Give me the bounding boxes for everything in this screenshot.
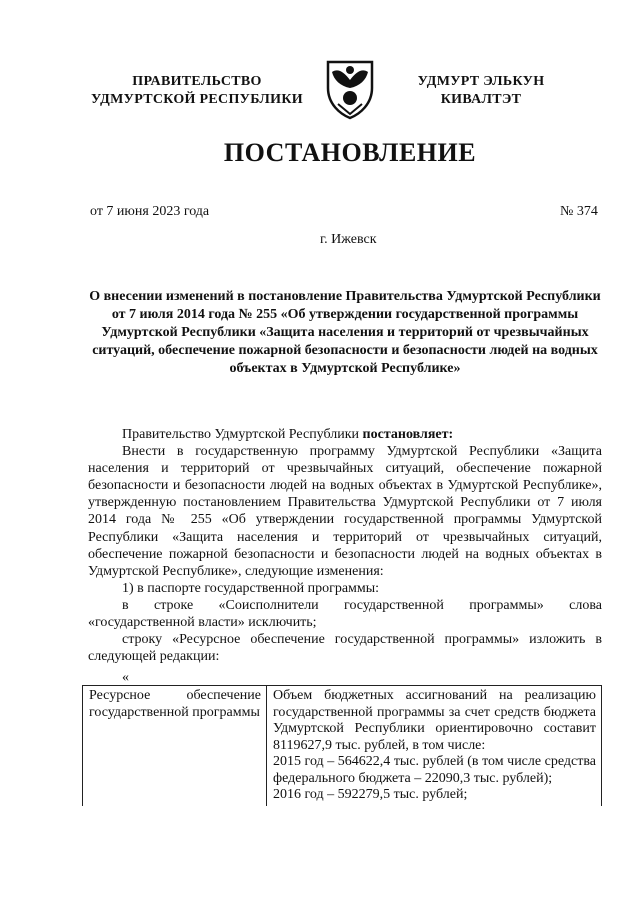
resource-table bbox=[82, 685, 602, 806]
header-right-line1: УДМУРТ ЭЛЬКУН bbox=[417, 74, 545, 89]
document-date: от 7 июня 2023 года bbox=[90, 204, 210, 219]
paragraph-resolution-bold: постановляет: bbox=[362, 427, 454, 442]
table-row bbox=[83, 686, 602, 806]
table-line-1: Объем бюджетных ассигнований на реализацию государственной программы за счет средств бюджета Удмуртской Республики ориентировочно составит 8119627,9 тыс. рублей, в том числе: bbox=[273, 688, 596, 753]
table-label-text: Ресурсное обеспечение государственной программы bbox=[89, 688, 261, 720]
header-left-line2: УДМУРТСКОЙ РЕСПУБЛИКИ bbox=[91, 92, 303, 107]
header-left-line1: ПРАВИТЕЛЬСТВО bbox=[132, 74, 262, 89]
opening-quote-mark: « bbox=[122, 670, 129, 685]
document-number: № 374 bbox=[560, 204, 598, 219]
paragraph-resources: строку «Ресурсное обеспечение государственной программы» изложить в следующей редакции: bbox=[88, 632, 602, 665]
paragraph-resolution-text: Правительство Удмуртской Республики bbox=[122, 427, 363, 442]
header-right bbox=[406, 73, 556, 109]
header-right-line2: КИВАЛТЭТ bbox=[440, 92, 522, 107]
document-body bbox=[88, 426, 602, 665]
document-city: г. Ижевск bbox=[320, 232, 377, 247]
paragraph-resolution bbox=[88, 426, 602, 443]
paragraph-item-1: 1) в паспорте государственной программы: bbox=[122, 580, 380, 596]
document-type: ПОСТАНОВЛЕНИЕ bbox=[223, 138, 477, 167]
header-left bbox=[82, 73, 312, 109]
document-title: О внесении изменений в постановление Правительства Удмуртской Республики от 7 июля 2014 года № 255 «Об утверждении государственной программы Удмуртской Республики «Защита населения и территорий от чрезвычайных ситуаций, обеспечение пожарной безопасности и безопасности людей на водных объектах в Удмуртской Республике» bbox=[89, 289, 601, 376]
paragraph-amendment: Внести в государственную программу Удмуртской Республики «Защита населения и территорий от чрезвычайных ситуаций, обеспечение пожарной безопасности и безопасности людей на водных объектах в Удмуртской Республике», утвержденную постановлением Правительства Удмуртской Республики от 7 июля 2014 года № 255 «Об утверждении государственной программы Удмуртской Республики «Защита населения и территорий от чрезвычайных ситуаций, обеспечение пожарной безопасности и безопасности людей на водных объектах в Удмуртской Республике», следующие изменения: bbox=[88, 444, 602, 579]
table-cell-value bbox=[267, 686, 602, 806]
coat-of-arms-icon bbox=[322, 58, 378, 120]
table-cell-label bbox=[83, 686, 267, 806]
paragraph-co-executors: в строке «Соисполнители государственной программы» слова «государственной власти» исключить; bbox=[88, 597, 602, 631]
table-line-2: 2015 год – 564622,4 тыс. рублей (в том числе средства федерального бюджета – 22090,3 тыс. рублей); bbox=[273, 754, 596, 786]
table-line-3: 2016 год – 592279,5 тыс. рублей; bbox=[273, 787, 468, 802]
